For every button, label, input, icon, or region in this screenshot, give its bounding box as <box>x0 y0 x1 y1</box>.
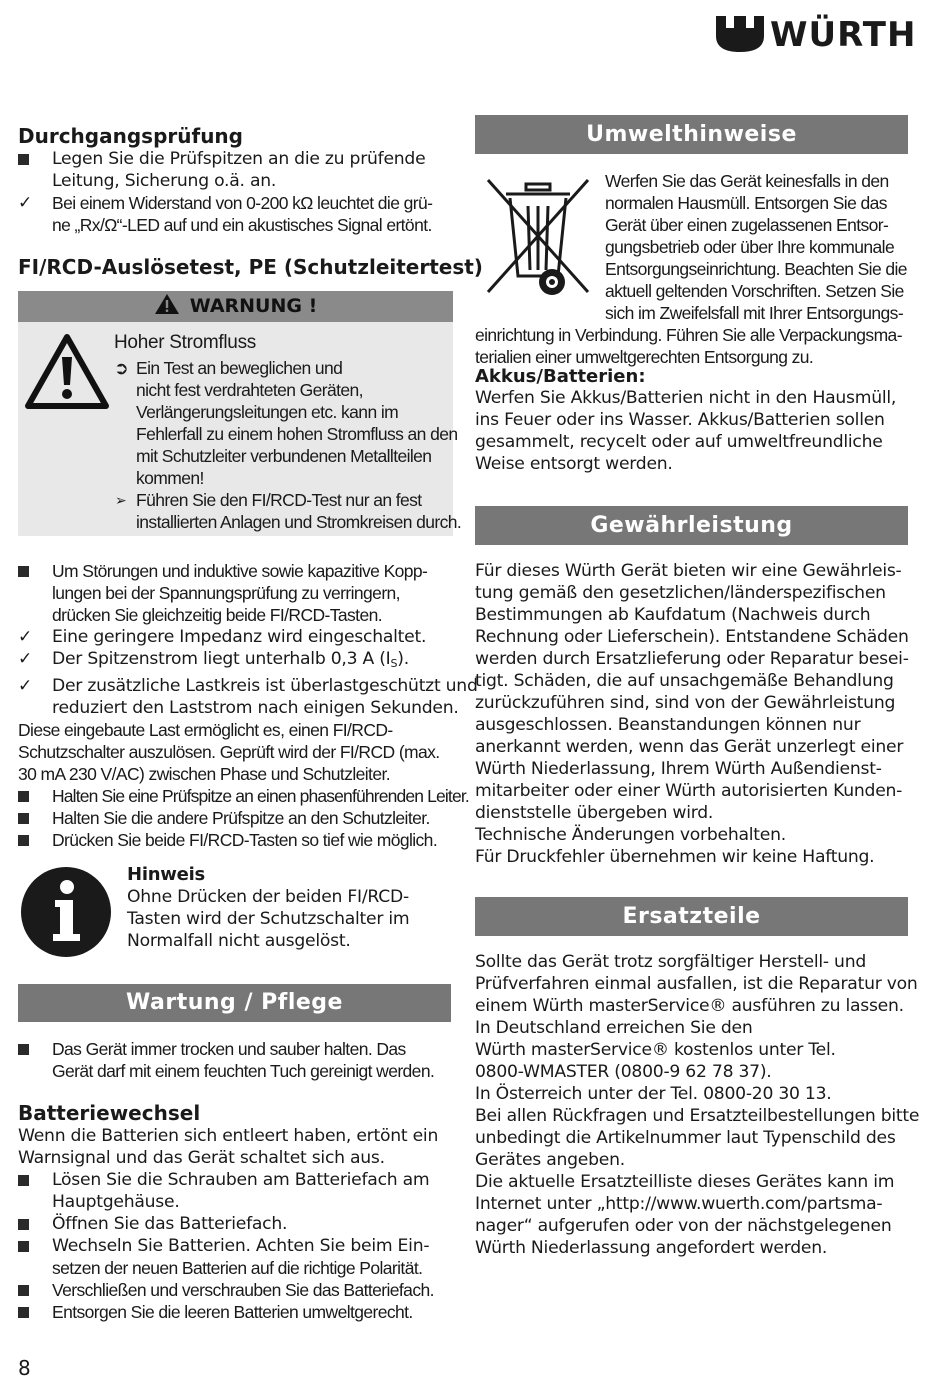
warning-header <box>18 291 453 322</box>
brand-name: WÜRTH <box>770 15 917 55</box>
hinweis-box: Hinweis Ohne Drücken der beiden FI/RCD- Tasten wird der Schutzschalter im Normalfall nicht ausgelöst. <box>127 864 447 952</box>
chevron-right-icon: ➢ <box>115 492 127 508</box>
list-item: ➲ Ein Test an beweglichen und nicht fest verdrahteten Geräten, Verlängerungsleitungen etc. kann im Fehlerfall zu einem hohen Stromfluss an den mit Schutzleiter verbundenen Metallteilen kommen! <box>114 358 458 488</box>
bullet-square-icon <box>18 835 29 846</box>
list-item: ✓ Bei einem Widerstand von 0-200 kΩ leuchtet die grü- ne „Rx/Ω“-LED auf und ein akustisches Signal ertönt. <box>18 193 433 235</box>
gewaehr-text: Für dieses Würth Gerät bieten wir eine Gewährleis- tung gemäß den gesetzlichen/länderspezifischen Bestimmungen ab Kaufdatum (Nachweis durch Rechnung oder Lieferschein). Entstandene Schäden werden durch Ersatzlieferung oder Reparatur besei- tigt. Schäden, die auf unsachgemäße Behandlung zurückzuführen sind, sind von der Gewährleistung ausgeschlossen. Beanstandungen können nur anerkannt werden, wenn das Gerät unzerlegt einer Würth Niederlassung, Ihrem Würth Außendienst- mitarbeiter oder einer Würth autorisierten Kunden- dienststelle übergeben wird. Technische Änderungen vorbehalten. Für Druckfehler übernehmen wir keine Haftung. <box>475 561 909 867</box>
checkmark-icon: ✓ <box>18 676 32 696</box>
ersatz-text: Sollte das Gerät trotz sorgfältiger Herstell- und Prüfverfahren einmal ausfallen, ist die Reparatur von einem Würth masterService® ausführen zu lassen. In Deutschland erreichen Sie den Würth masterService® kostenlos unter Tel. 0800-WMASTER (0800-9 62 78 37). In Österreich unter der Tel. 0800-20 30 13. Bei allen Rückfragen und Ersatzteilbestellungen bitte unbedingt die Artikelnummer laut Typenschild des Gerätes angeben. Die aktuelle Ersatzteilliste dieses Gerätes kann im Internet unter „http://www.wuerth.com/partsma- nager“ aufgerufen oder von der nächstgelegenen Würth Niederlassung angefordert werden. <box>475 952 920 1258</box>
umwelt-text-full: einrichtung in Verbindung. Führen Sie alle Verpackungsma- terialien einer umweltgerechten Entsorgung zu. <box>475 325 902 367</box>
bullet-square-icon <box>18 566 29 577</box>
bullet-square-icon <box>18 1044 29 1055</box>
umwelt-text-wrap: Werfen Sie das Gerät keinesfalls in den normalen Hausmüll. Entsorgen Sie das Gerät über einen zugelassenen Entsor- gungsbetrieb oder über Ihre kommunale Entsorgungseinrichtung. Beachten Sie die aktuell geltenden Vorschriften. Setzen Sie sich im Zweifelsfall mit Ihrer Entsorgungs- <box>605 171 907 323</box>
warning-heading: Hoher Stromfluss <box>114 332 256 353</box>
list-item: Legen Sie die Prüfspitzen an die zu prüfende Leitung, Sicherung o.ä. an. <box>18 148 453 192</box>
list-item: ✓ Eine geringere Impedanz wird eingeschaltet. <box>18 627 427 647</box>
gewaehr-header: Gewährleistung <box>475 506 908 545</box>
list-item: ➢ Führen Sie den FI/RCD-Test nur an fest installierten Anlagen und Stromkreisen durch. <box>115 490 462 532</box>
warning-big-icon <box>24 333 110 411</box>
durchgang-steps <box>18 148 453 236</box>
list-item: Lösen Sie die Schrauben am Batteriefach am Hauptgehäuse. <box>18 1169 458 1213</box>
warning-label: WARNUNG ! <box>189 295 318 317</box>
bullet-square-icon <box>18 813 29 824</box>
bullet-square-icon <box>18 791 29 802</box>
list-item: ✓ Der zusätzliche Lastkreis ist überlastgeschützt und reduziert den Laststrom nach einigen Sekunden. <box>18 676 478 718</box>
hinweis-title: Hinweis <box>127 864 206 885</box>
durchgang-title: Durchgangsprüfung <box>18 124 243 148</box>
checkmark-icon: ✓ <box>18 627 32 647</box>
akku-title: Akkus/Batterien: <box>475 366 646 387</box>
list-item: Öffnen Sie das Batteriefach. <box>18 1213 458 1235</box>
batterie-title: Batteriewechsel <box>18 1101 201 1125</box>
wartung-list <box>18 1038 458 1082</box>
list-item: Wechseln Sie Batterien. Achten Sie beim Ein- setzen der neuen Batterien auf die richtige Polarität. <box>18 1235 458 1279</box>
brand-logo <box>714 14 917 56</box>
list-item: Halten Sie eine Prüfspitze an einen phasenführenden Leiter. <box>18 785 458 807</box>
ersatz-header: Ersatzteile <box>475 897 908 936</box>
list-item: ✓ Der Spitzenstrom liegt unterhalb 0,3 A $(I_S)$. <box>18 649 409 670</box>
akku-section: Akkus/Batterien: Werfen Sie Akkus/Batterien nicht in den Hausmüll, ins Feuer oder ins Wasser. Akkus/Batterien sollen gesammelt, recycelt oder auf umweltfreundliche Weise entsorgt werden. <box>475 366 915 475</box>
warning-box <box>18 291 462 536</box>
umwelt-header: Umwelthinweise <box>475 115 908 154</box>
list-item: Entsorgen Sie die leeren Batterien umweltgerecht. <box>18 1301 458 1323</box>
warning-triangle-icon <box>154 293 180 315</box>
checkmark-icon: ✓ <box>18 649 32 669</box>
page-number: 8 <box>18 1356 31 1380</box>
checkmark-icon: ✓ <box>18 193 32 212</box>
fi-test-title: FI/RCD-Auslösetest, PE (Schutzleitertest) <box>18 255 483 279</box>
bullet-square-icon <box>18 154 29 165</box>
bullet-square-icon <box>18 1285 29 1296</box>
crossed-bin-icon <box>478 172 598 302</box>
list-item: Verschließen und verschrauben Sie das Batteriefach. <box>18 1279 458 1301</box>
bullet-square-icon <box>18 1241 29 1252</box>
list-item: Das Gerät immer trocken und sauber halten. Das Gerät darf mit einem feuchten Tuch gereinigt werden. <box>18 1038 458 1082</box>
bullet-square-icon <box>18 1307 29 1318</box>
wuerth-logo-icon <box>714 14 766 54</box>
wartung-header: Wartung / Pflege <box>18 984 451 1022</box>
bullet-square-icon <box>18 1219 29 1230</box>
list-item: Um Störungen und induktive sowie kapazitive Kopp- lungen bei der Spannungsprüfung zu verringern, drücken Sie gleichzeitig beide FI/RCD-Tasten. <box>18 560 458 626</box>
list-item: Halten Sie die andere Prüfspitze an den Schutzleiter. <box>18 807 458 829</box>
bullet-square-icon <box>18 1175 29 1186</box>
arrow-right-icon: ➲ <box>114 358 129 378</box>
info-icon <box>20 866 112 958</box>
fi-test-steps <box>18 560 478 851</box>
list-item: Drücken Sie beide FI/RCD-Tasten so tief wie möglich. <box>18 829 458 851</box>
fi-test-paragraph: Diese eingebaute Last ermöglicht es, einen FI/RCD- Schutzschalter auszulösen. Geprüft wird der FI/RCD (max. 30 mA 230 V/AC) zwischen Phase und Schutzleiter. <box>18 720 440 784</box>
batterie-section: Wenn die Batterien sich entleert haben, ertönt ein Warnsignal und das Gerät schaltet sich aus. Lösen Sie die Schrauben am Batteriefach am Hauptgehäuse. Öffnen Sie das Batteriefach. Wechseln Sie Batterien. Achten Sie beim Ein- setzen der neuen Batterien auf die richtige Polarität. Verschließen und verschrauben Sie das Batteriefach. Entsorgen Sie die leeren Batterien umweltgerecht. <box>18 1125 458 1323</box>
